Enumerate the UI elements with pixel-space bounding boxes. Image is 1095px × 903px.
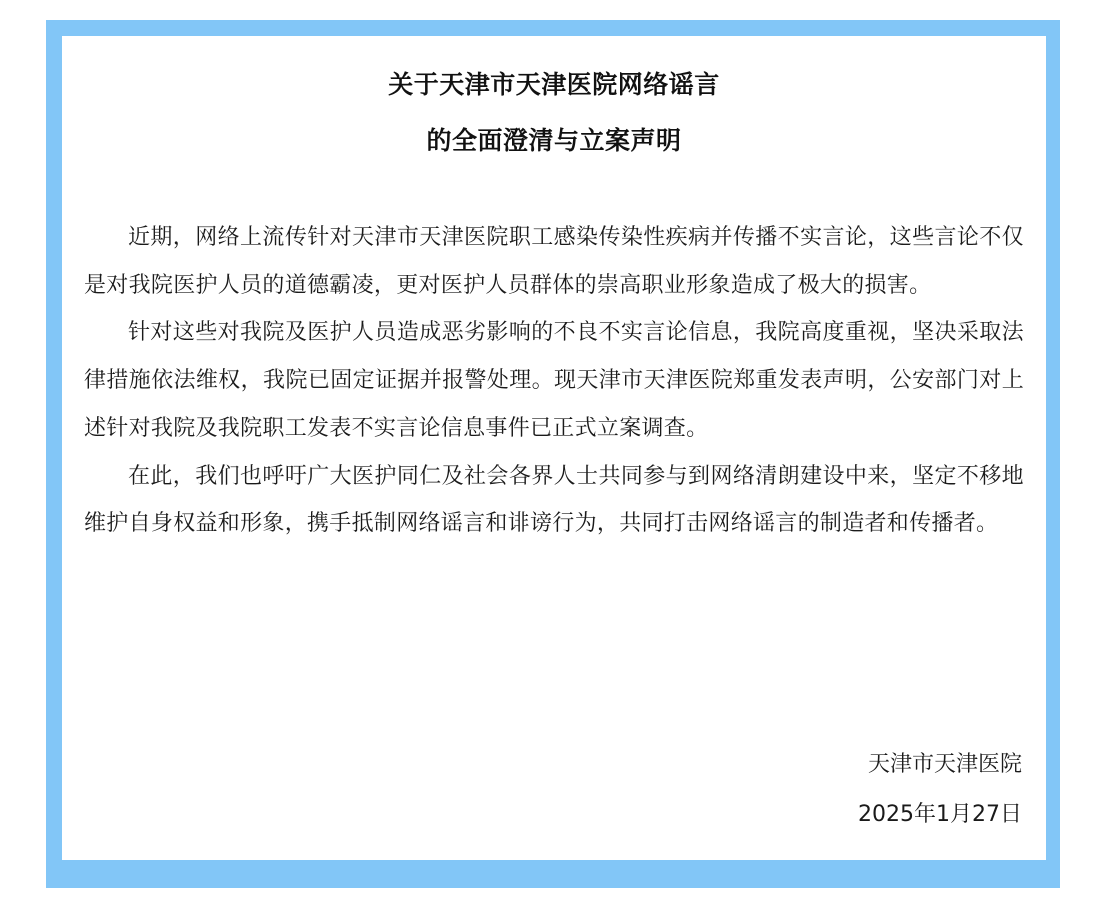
paragraph-legal-action: 针对这些对我院及医护人员造成恶劣影响的不良不实言论信息，我院高度重视，坚决采取法律措施依法维权，我院已固定证据并报警处理。现天津市天津医院郑重发表声明，公安部门对上述针对我院及我院职工发表不实言论信息事件已正式立案调查。 — [84, 320, 1024, 441]
paragraph-appeal: 在此，我们也呼吁广大医护同仁及社会各界人士共同参与到网络清朗建设中来，坚定不移地维护自身权益和形象，携手抵制网络谣言和诽谤行为，共同打击网络谣言的制造者和传播者。 — [84, 463, 1024, 537]
signature-organization: 天津市天津医院 — [867, 752, 1022, 777]
document-title-line-1: 关于天津市天津医院网络谣言 — [388, 70, 720, 99]
paragraph-rumor-description: 近期，网络上流传针对天津市天津医院职工感染传染性疾病并传播不实言论，这些言论不仅是对我院医护人员的道德霸凌，更对医护人员群体的崇高职业形象造成了极大的损害。 — [84, 225, 1024, 298]
statement-document — [62, 36, 1046, 860]
document-title-line-2: 的全面澄清与立案声明 — [426, 126, 682, 155]
signature-date: 2025年1月27日 — [858, 802, 1022, 827]
document-body — [84, 214, 1024, 548]
